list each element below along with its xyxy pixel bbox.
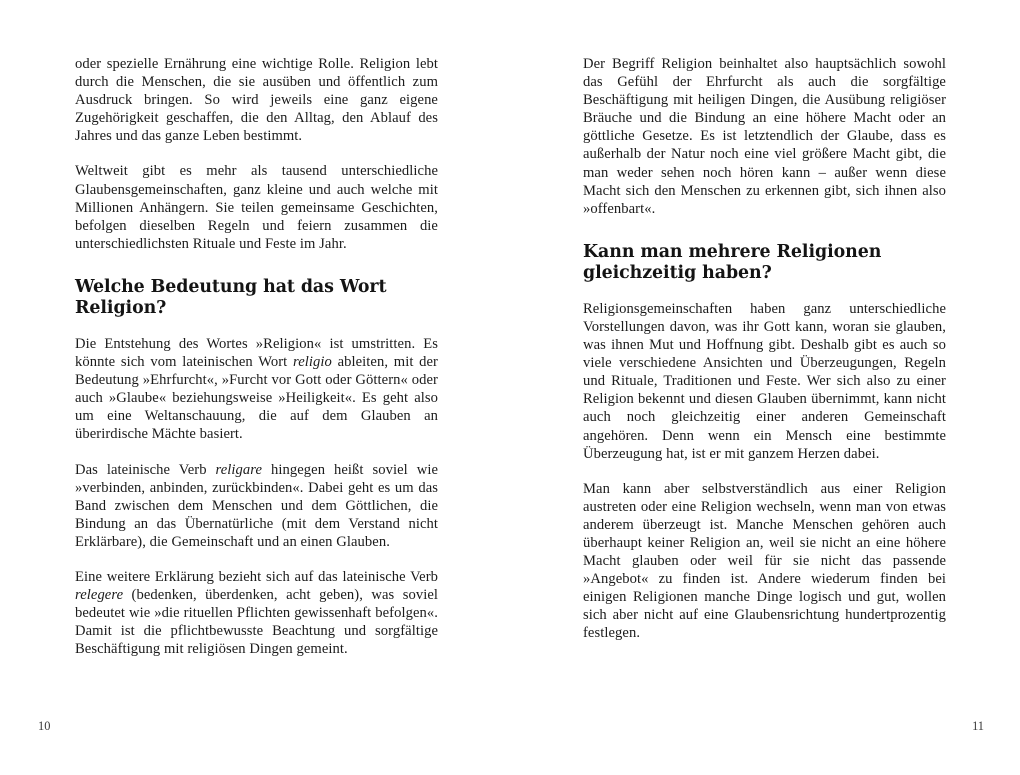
italic-term: religio (293, 354, 332, 371)
spread-columns (0, 55, 1020, 675)
body-paragraph (75, 162, 438, 252)
text-run: (bedenken, überdenken, acht geben), was soviel bedeutet wie »die rituellen Pflichten gewissenhaft befolgen«. Damit ist die pflichtbewusste Beachtung und sorgfältige Beschäftigung mit religiösen Dingen gemeint. (75, 587, 438, 658)
body-paragraph (75, 335, 438, 444)
body-paragraph (75, 461, 438, 551)
text-run: ableiten, mit der Bedeutung »Ehrfurcht«, »Furcht vor Gott oder Göttern« oder auch »Glaube« beziehungsweise »Heiligkeit«. Es geht also um eine Weltanschauung, die auf dem Glauben an überirdische Mächte basiert. (75, 354, 438, 443)
body-paragraph (75, 568, 438, 658)
body-paragraph (583, 300, 946, 463)
text-run: Religionsgemeinschaften haben ganz unterschiedliche Vorstellungen davon, was ihr Gott kann, woran sie glauben, was ihnen Mut und Hoffnung gibt. Deshalb gibt es auch so viele verschiedene Ansichten und Überzeugungen, Regeln und Rituale, Traditionen und Feste. Wer sich also zu einer Religion bekennt und diesen Glauben übernimmt, kann nicht auch noch gleichzeitig einer anderen Gemeinschaft angehören. Denn wenn ein Mensch eine bestimmte Überzeugung hat, ist er mit ganzem Herzen dabei. (583, 300, 946, 462)
text-run: Eine weitere Erklärung bezieht sich auf das lateinische Verb (75, 568, 438, 585)
right-page-column (583, 55, 946, 675)
text-run: Das lateinische Verb (75, 461, 216, 478)
section-heading: Kann man mehrere Religionen gleichzeitig haben? (583, 241, 882, 284)
page-number-right: 11 (972, 719, 984, 733)
text-run: hingegen heißt soviel wie »verbinden, anbinden, zurückbinden«. Dabei geht es um das Band zwischen dem Menschen und dem Göttlichen, die Bindung an das Übernatürliche (mit dem Verstand nicht Erklärbare), die Gemeinschaft und an einen Glauben. (75, 461, 438, 550)
body-paragraph (583, 55, 946, 218)
text-run: Der Begriff Religion beinhaltet also hauptsächlich sowohl das Gefühl der Ehrfurcht als auch die sorgfältige Beschäftigung mit heiligen Dingen, die Ausübung religiöser Bräuche und die Bindung an eine höhere Macht oder an göttliche Gesetze. Es ist letztendlich der Glaube, dass es außerhalb der Natur noch eine viel größere Macht gibt, die man weder sehen noch hören kann – außer wenn diese Macht sich den Menschen zu erkennen gibt, sich ihnen also »offenbart«. (583, 56, 946, 217)
text-run: Weltweit gibt es mehr als tausend unterschiedliche Glaubensgemeinschaften, ganz kleine und auch welche mit Millionen Anhängern. Sie teilen gemeinsame Geschichten, befolgen dieselben Regeln und feiern zusammen die unterschiedlichsten Rituale und Feste im Jahr. (75, 163, 438, 252)
body-paragraph (583, 480, 946, 643)
body-paragraph (75, 55, 438, 145)
page-number-left: 10 (38, 719, 51, 733)
section-heading: Welche Bedeutung hat das Wort Religion? (75, 276, 387, 319)
text-run: oder spezielle Ernährung eine wichtige Rolle. Religion lebt durch die Menschen, die sie ausüben und öffentlich zum Ausdruck bringen. So wird jeweils eine ganz eigene Zugehörigkeit geschaffen, die den Alltag, den Ablauf des Jahres und das ganze Leben bestimmt. (75, 56, 438, 145)
text-run: Man kann aber selbstverständlich aus einer Religion austreten oder eine Religion wechseln, wenn man von etwas anderem überzeugt ist. Manche Menschen gehören auch überhaupt keiner Religion an, weil sie nicht an eine höhere Macht glauben oder weil für sie nicht das passende »Angebot« zu finden ist. Andere wiederum finden bei einigen Religionen manche Dinge logisch und gut, wollen sich aber nicht auf eine Glaubensrichtung hundertprozentig festlegen. (583, 480, 946, 642)
left-page-column (75, 55, 438, 675)
text-run: Die Entstehung des Wortes »Religion« ist umstritten. Es könnte sich vom lateinischen Wort (75, 335, 438, 371)
italic-term: relegere (75, 587, 124, 604)
italic-term: religare (215, 461, 263, 478)
